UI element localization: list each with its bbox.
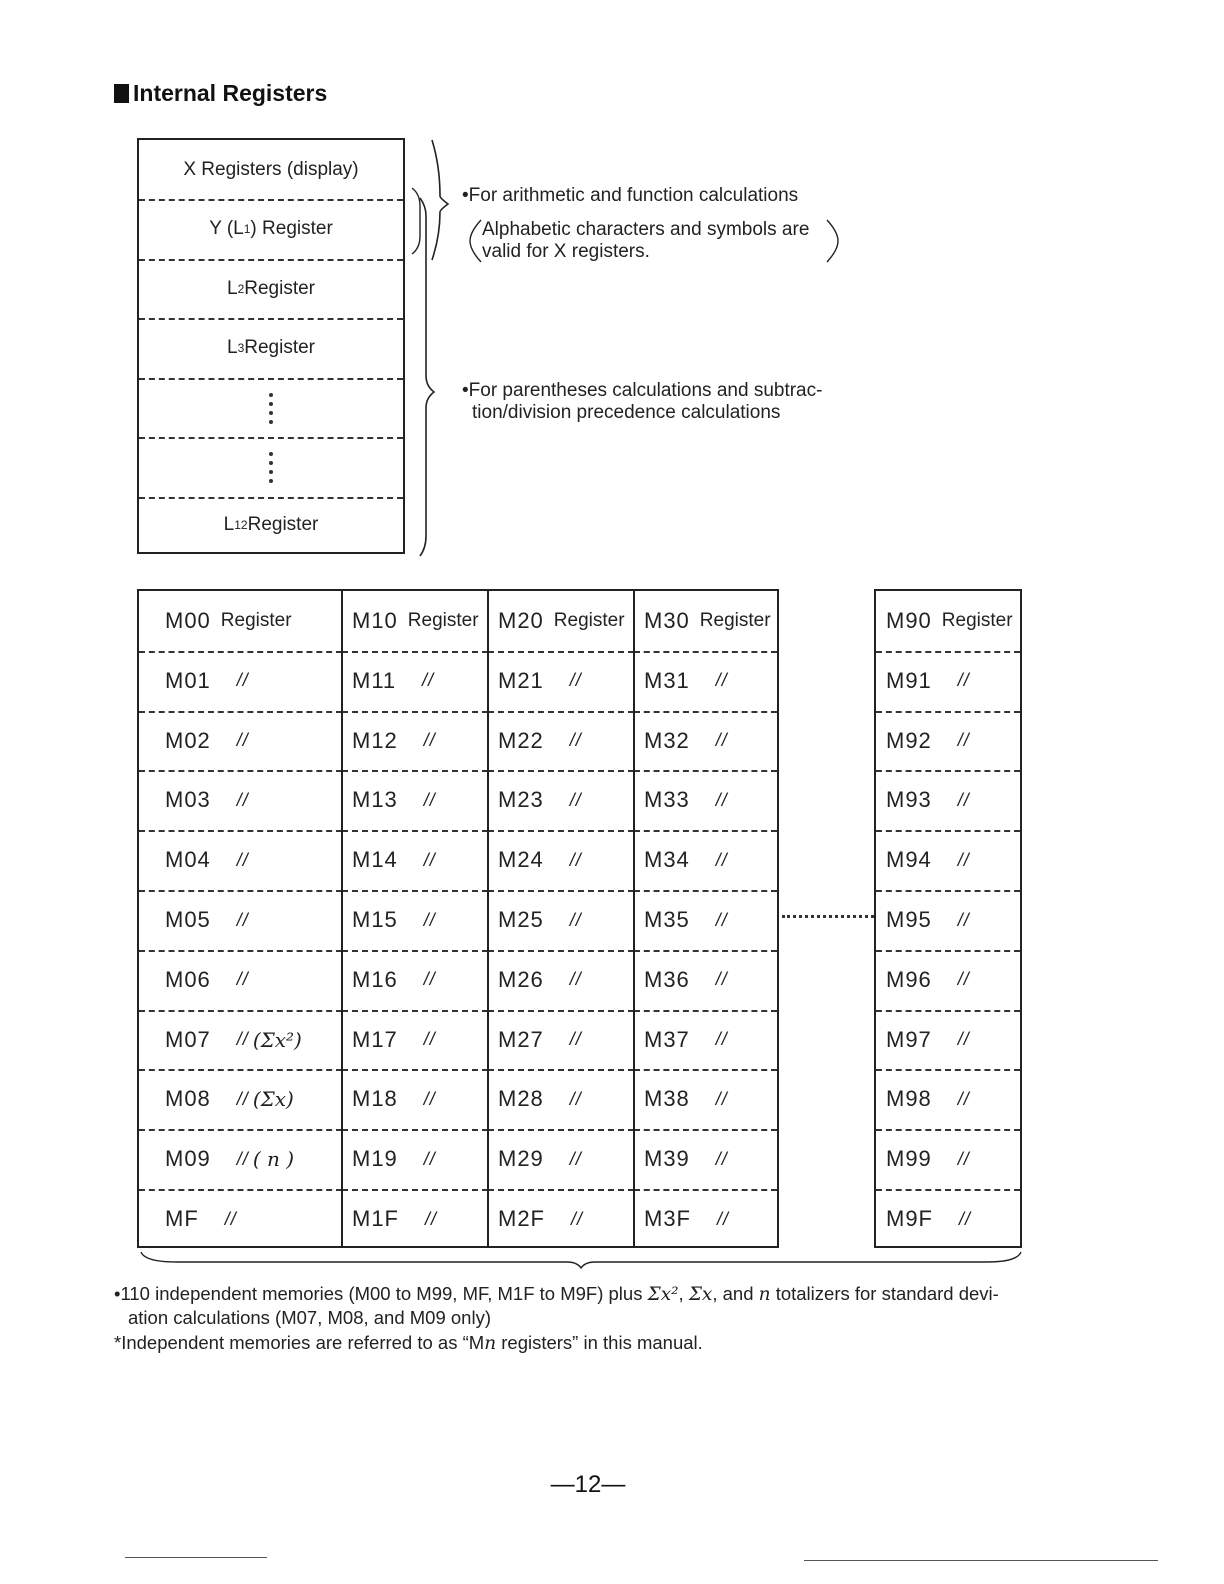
memory-register-name: M91 (886, 667, 932, 693)
memory-register-name: M98 (886, 1086, 932, 1112)
memory-cell (139, 830, 342, 890)
ditto-mark: // (236, 730, 249, 751)
row-divider (342, 1189, 488, 1191)
memory-register-name: M02 (165, 727, 211, 753)
ditto-mark: // (423, 1029, 436, 1050)
ditto-mark: // (422, 670, 435, 691)
ditto-mark: // (423, 849, 436, 870)
memory-register-name: M27 (498, 1026, 544, 1052)
memory-cell (488, 591, 634, 651)
row-divider (634, 1189, 777, 1191)
row-divider (634, 1129, 777, 1131)
memory-cell (139, 1189, 342, 1249)
memory-register-name: M37 (644, 1026, 690, 1052)
row-divider (342, 770, 488, 772)
ditto-mark: // (423, 1088, 436, 1109)
row-divider (634, 770, 777, 772)
memory-cell (139, 591, 342, 651)
row-divider (139, 950, 342, 952)
note-paren-line1: •For parentheses calculations and subtrac- (462, 380, 823, 401)
memory-cell (634, 890, 777, 950)
totalizer-label: (Σx²) (252, 1027, 302, 1052)
bullet-square-icon (114, 84, 129, 103)
row-divider (876, 830, 1020, 832)
memory-cell (139, 711, 342, 771)
ditto-mark: // (957, 969, 970, 990)
row-divider (634, 1069, 777, 1071)
ditto-mark: // (715, 789, 728, 810)
memory-register-name: M99 (886, 1146, 932, 1172)
column-divider (487, 591, 489, 1246)
memory-cell (139, 1010, 342, 1070)
memory-cell (876, 950, 1020, 1010)
row-divider (139, 711, 342, 713)
memory-register-name: M92 (886, 727, 932, 753)
memory-cell (488, 651, 634, 711)
row-divider (139, 770, 342, 772)
column-divider (633, 591, 635, 1246)
row-divider (139, 1129, 342, 1131)
memory-register-name: M23 (498, 787, 544, 813)
memory-cell (342, 1189, 488, 1249)
row-divider (342, 1010, 488, 1012)
memory-cell (342, 711, 488, 771)
row-divider (876, 1189, 1020, 1191)
memory-register-name: M00 (165, 608, 211, 633)
ditto-mark: // (715, 969, 728, 990)
memory-cell (634, 770, 777, 830)
row-divider (488, 711, 634, 713)
row-divider (634, 711, 777, 713)
dotted-leader (782, 915, 874, 918)
totalizer-label: (Σx) (252, 1087, 294, 1112)
ditto-mark: // (569, 1088, 582, 1109)
ditto-mark: // (569, 1029, 582, 1050)
memory-register-name: M11 (352, 667, 397, 693)
register-word: Register (553, 610, 625, 631)
memory-cell (488, 1189, 634, 1249)
memory-column (488, 591, 634, 1246)
ditto-mark: // (569, 849, 582, 870)
ditto-mark: // (236, 789, 249, 810)
row-divider (488, 1069, 634, 1071)
memory-register-name: M3F (644, 1206, 691, 1231)
memory-cell (488, 1069, 634, 1129)
memory-cell (488, 770, 634, 830)
memory-register-name: M2F (498, 1206, 545, 1231)
ditto-mark: // (957, 670, 970, 691)
page-number: —12— (550, 1471, 626, 1498)
row-divider (876, 890, 1020, 892)
ditto-mark: // (715, 670, 728, 691)
row-divider (488, 1129, 634, 1131)
row-divider (488, 651, 634, 653)
note-alpha-line1: Alphabetic characters and symbols are (482, 219, 810, 240)
row-divider (342, 890, 488, 892)
ditto-mark: // (423, 909, 436, 930)
memory-cell (342, 1069, 488, 1129)
ditto-mark: // (569, 670, 582, 691)
ditto-mark: // (715, 1088, 728, 1109)
memory-register-name: M06 (165, 966, 211, 992)
memory-register-name: M25 (498, 907, 544, 932)
memory-cell (634, 1010, 777, 1070)
memory-register-name: M22 (498, 727, 544, 753)
memory-register-name: M94 (886, 847, 932, 873)
memory-cell (139, 1129, 342, 1189)
ditto-mark: // (425, 1208, 438, 1229)
memory-cell (876, 1189, 1020, 1249)
bottom-brace-icon (137, 1250, 1027, 1270)
row-divider (634, 651, 777, 653)
row-divider (488, 1010, 634, 1012)
row-divider (342, 950, 488, 952)
memory-column (876, 591, 1020, 1246)
memory-table-m90 (874, 589, 1022, 1248)
row-divider (139, 651, 342, 653)
memory-register-name: M96 (886, 966, 932, 992)
memory-register-name: M01 (165, 667, 211, 693)
row-divider (342, 651, 488, 653)
memory-cell (876, 651, 1020, 711)
memory-cell (488, 1129, 634, 1189)
memory-cell (634, 950, 777, 1010)
ditto-mark: // (715, 909, 728, 930)
ditto-mark: // (236, 1029, 249, 1050)
row-divider (488, 830, 634, 832)
ditto-mark: // (957, 730, 970, 751)
row-divider (634, 1010, 777, 1012)
ditto-mark: // (423, 730, 436, 751)
ditto-mark: // (957, 1148, 970, 1169)
memory-cell (342, 1129, 488, 1189)
note-paren-line2: tion/division precedence calculations (472, 402, 781, 423)
memory-cell (342, 770, 488, 830)
memory-cell (488, 711, 634, 771)
memory-register-name: M03 (165, 787, 211, 813)
footnote-1: •110 independent memories (M00 to M99, MF, M1F to M9F) plus Σx², Σx, and n totalizers for standard devi- (114, 1283, 999, 1305)
brace-icon (410, 136, 450, 560)
ditto-mark: // (569, 789, 582, 810)
ellipsis-vertical-icon (269, 380, 273, 436)
memory-cell (342, 950, 488, 1010)
memory-register-name: M09 (165, 1146, 211, 1172)
stack-row-l12: L 12 Register (223, 513, 319, 535)
row-divider (876, 1069, 1020, 1071)
row-divider (139, 1189, 342, 1191)
row-divider (342, 1069, 488, 1071)
ditto-mark: // (423, 1148, 436, 1169)
ellipsis-vertical-icon (269, 439, 273, 495)
memory-column (634, 591, 777, 1246)
memory-register-name: M21 (498, 667, 544, 693)
stack-row-y: Y (L 1 ) Register (209, 217, 333, 239)
memory-cell (342, 1010, 488, 1070)
memory-cell (342, 591, 488, 651)
memory-register-name: M18 (352, 1086, 398, 1112)
memory-register-name: M05 (165, 907, 211, 932)
ditto-mark: // (236, 1088, 249, 1109)
section-title (114, 80, 327, 107)
memory-cell (139, 651, 342, 711)
memory-register-name: M15 (352, 907, 398, 932)
memory-register-name: M07 (165, 1026, 211, 1052)
memory-register-name: M97 (886, 1026, 932, 1052)
right-paren-icon (824, 218, 840, 264)
memory-cell (876, 890, 1020, 950)
memory-cell (488, 890, 634, 950)
ditto-mark: // (957, 1088, 970, 1109)
column-divider (341, 591, 343, 1246)
memory-cell (488, 950, 634, 1010)
memory-register-name: M14 (352, 847, 398, 873)
memory-cell (634, 1189, 777, 1249)
memory-register-name: M93 (886, 787, 932, 813)
row-divider (139, 890, 342, 892)
memory-register-name: M95 (886, 907, 932, 932)
ditto-mark: // (715, 849, 728, 870)
footnote-2: *Independent memories are referred to as “Mn registers” in this manual. (114, 1332, 703, 1354)
ditto-mark: // (571, 1208, 584, 1229)
row-divider (342, 711, 488, 713)
memory-register-name: M38 (644, 1086, 690, 1112)
row-divider (876, 770, 1020, 772)
ditto-mark: // (569, 909, 582, 930)
memory-column (342, 591, 488, 1246)
memory-cell (139, 890, 342, 950)
memory-register-name: M31 (644, 667, 690, 693)
memory-register-name: M33 (644, 787, 690, 813)
ditto-mark: // (569, 1148, 582, 1169)
memory-register-name: M36 (644, 966, 690, 992)
memory-column (139, 591, 342, 1246)
memory-register-name: M9F (886, 1206, 933, 1231)
memory-cell (342, 830, 488, 890)
memory-register-name: M26 (498, 966, 544, 992)
memory-register-name: M1F (352, 1206, 399, 1231)
memory-register-name: M16 (352, 966, 398, 992)
ditto-mark: // (959, 1208, 972, 1229)
memory-cell (139, 1069, 342, 1129)
memory-register-name: M04 (165, 847, 211, 873)
row-divider (634, 950, 777, 952)
memory-register-name: M12 (352, 727, 398, 753)
memory-cell (876, 1129, 1020, 1189)
memory-cell (876, 1010, 1020, 1070)
memory-register-name: M39 (644, 1146, 690, 1172)
row-divider (488, 890, 634, 892)
ditto-mark: // (236, 969, 249, 990)
memory-register-name: MF (165, 1206, 199, 1231)
ditto-mark: // (569, 730, 582, 751)
memory-register-name: M10 (352, 608, 398, 633)
totalizer-label: ( n ) (252, 1147, 295, 1172)
memory-cell (488, 830, 634, 890)
memory-register-name: M35 (644, 907, 690, 932)
stack-row-l3: L 3 Register (226, 336, 315, 358)
note-arithmetic: •For arithmetic and function calculations (462, 185, 799, 206)
row-divider (876, 651, 1020, 653)
memory-register-name: M24 (498, 847, 544, 873)
row-divider (488, 950, 634, 952)
ditto-mark: // (715, 730, 728, 751)
ditto-mark: // (717, 1208, 730, 1229)
memory-cell (876, 711, 1020, 771)
memory-register-name: M30 (644, 608, 690, 633)
ditto-mark: // (569, 969, 582, 990)
ditto-mark: // (236, 849, 249, 870)
row-divider (876, 1010, 1020, 1012)
ditto-mark: // (224, 1208, 237, 1229)
ditto-mark: // (957, 849, 970, 870)
note-alpha-line2: valid for X registers. (482, 241, 650, 262)
memory-cell (488, 1010, 634, 1070)
row-divider (876, 1129, 1020, 1131)
memory-register-name: M32 (644, 727, 690, 753)
memory-register-name: M34 (644, 847, 690, 873)
memory-cell (139, 950, 342, 1010)
memory-register-name: M08 (165, 1086, 211, 1112)
ditto-mark: // (957, 789, 970, 810)
ditto-mark: // (236, 1148, 249, 1169)
ditto-mark: // (957, 1029, 970, 1050)
row-divider (139, 1010, 342, 1012)
row-divider (139, 1069, 342, 1071)
stack-row-l2: L 2 Register (226, 277, 315, 299)
memory-cell (634, 591, 777, 651)
memory-register-name: M29 (498, 1146, 544, 1172)
memory-register-name: M90 (886, 608, 932, 633)
row-divider (342, 1129, 488, 1131)
memory-cell (634, 1069, 777, 1129)
register-stack (137, 138, 405, 554)
memory-cell (139, 770, 342, 830)
ditto-mark: // (423, 789, 436, 810)
memory-cell (634, 711, 777, 771)
row-divider (634, 890, 777, 892)
memory-register-name: M28 (498, 1086, 544, 1112)
memory-register-name: M13 (352, 787, 398, 813)
memory-cell (634, 1129, 777, 1189)
memory-cell (876, 830, 1020, 890)
row-divider (139, 830, 342, 832)
memory-cell (634, 830, 777, 890)
memory-cell (876, 591, 1020, 651)
bottom-rule-right (804, 1560, 1158, 1561)
ditto-mark: // (423, 969, 436, 990)
bottom-rule-left (125, 1557, 267, 1558)
row-divider (634, 830, 777, 832)
memory-register-name: M19 (352, 1146, 398, 1172)
register-word: Register (407, 610, 479, 631)
memory-cell (876, 1069, 1020, 1129)
memory-cell (876, 770, 1020, 830)
row-divider (488, 1189, 634, 1191)
memory-cell (342, 890, 488, 950)
stack-row-x: X Registers (display) (183, 158, 359, 180)
memory-cell (634, 651, 777, 711)
ditto-mark: // (236, 670, 249, 691)
register-word: Register (220, 610, 292, 631)
memory-table-main (137, 589, 779, 1248)
ditto-mark: // (715, 1148, 728, 1169)
footnote-1-cont: ation calculations (M07, M08, and M09 only) (128, 1307, 491, 1328)
ditto-mark: // (957, 909, 970, 930)
memory-cell (342, 651, 488, 711)
memory-register-name: M17 (352, 1026, 398, 1052)
ditto-mark: // (715, 1029, 728, 1050)
register-word: Register (699, 610, 771, 631)
ditto-mark: // (236, 909, 249, 930)
row-divider (488, 770, 634, 772)
row-divider (876, 711, 1020, 713)
row-divider (342, 830, 488, 832)
memory-register-name: M20 (498, 608, 544, 633)
section-title-text: Internal Registers (133, 80, 328, 106)
register-word: Register (941, 610, 1013, 631)
row-divider (876, 950, 1020, 952)
